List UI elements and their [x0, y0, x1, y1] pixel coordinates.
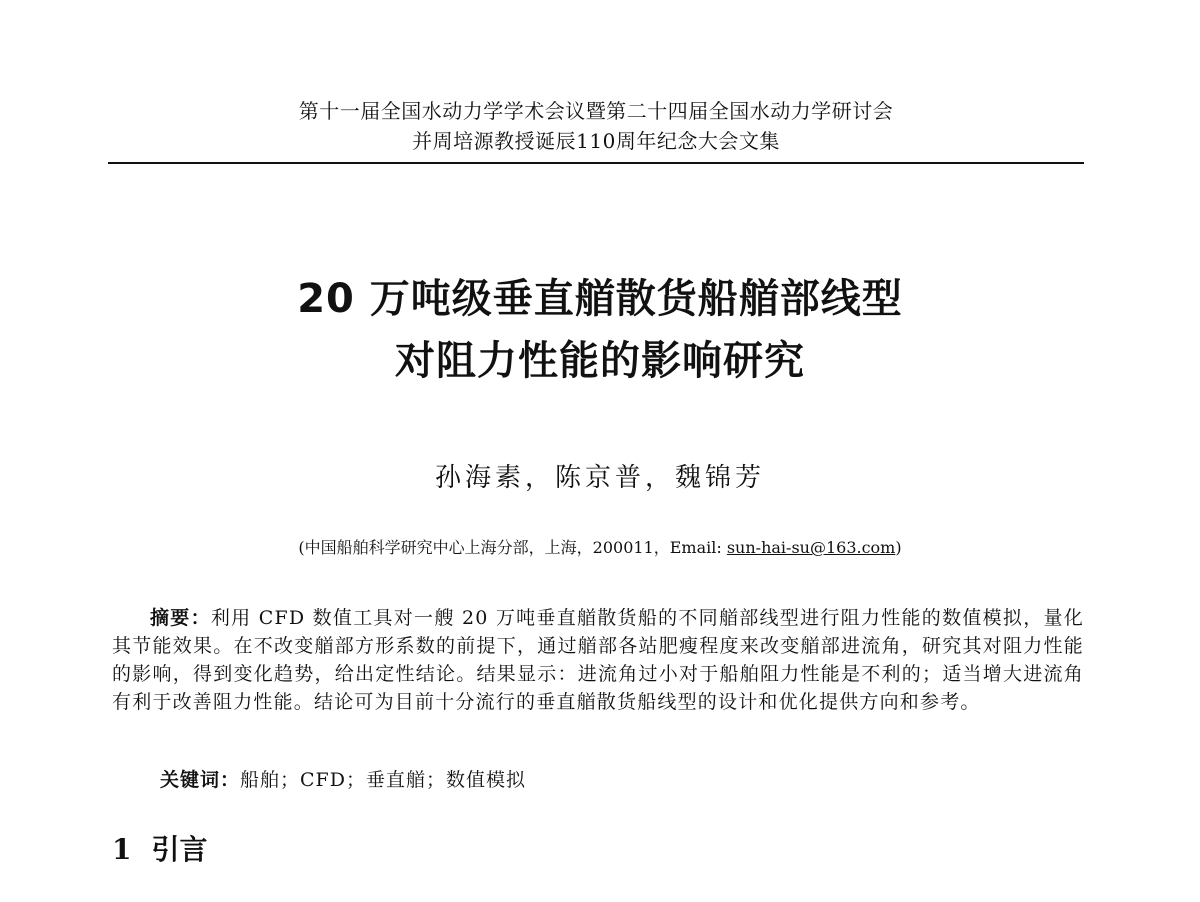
section-heading — [112, 830, 208, 870]
keywords-label: 关键词： — [160, 769, 241, 791]
paper-title — [0, 268, 1200, 392]
keywords — [160, 766, 526, 794]
affiliation — [0, 536, 1200, 560]
keywords-text: 船舶；CFD；垂直艏；数值模拟 — [240, 769, 526, 791]
abstract-label: 摘要： — [150, 607, 211, 629]
proceedings-header-line-2: 并周培源教授诞辰110周年纪念大会文集 — [412, 129, 780, 153]
header-divider — [108, 162, 1084, 164]
paper-title-line-2: 对阻力性能的影响研究 — [395, 338, 805, 384]
author-list: 孙海素，陈京普，魏锦芳 — [434, 463, 765, 493]
section-title: 引言 — [151, 833, 208, 866]
email-link[interactable]: sun-hai-su@163.com — [726, 538, 896, 557]
proceedings-header — [108, 96, 1084, 156]
paper-title-line-1: 20 万吨级垂直艏散货船艏部线型 — [297, 276, 903, 322]
section-number: 1 — [112, 833, 132, 866]
affiliation-closing: ) — [895, 538, 902, 557]
affiliation-text: (中国船舶科学研究中心上海分部，上海，200011，Email: — [298, 538, 727, 557]
abstract-text: 利用 CFD 数值工具对一艘 20 万吨垂直艏散货船的不同艏部线型进行阻力性能的数值模拟，量化其节能效果。在不改变艏部方形系数的前提下，通过艏部各站肥瘦程度来改变艏部进流角，研究其对阻力性能的影响，得到变化趋势，给出定性结论。结果显示：进流角过小对于船舶阻力性能是不利的；适当增大进流角有利于改善阻力性能。结论可为目前十分流行的垂直艏散货船线型的设计和优化提供方向和参考。 — [112, 607, 1084, 713]
proceedings-header-line-1: 第十一届全国水动力学学术会议暨第二十四届全国水动力学研讨会 — [298, 99, 894, 123]
abstract — [112, 604, 1084, 716]
